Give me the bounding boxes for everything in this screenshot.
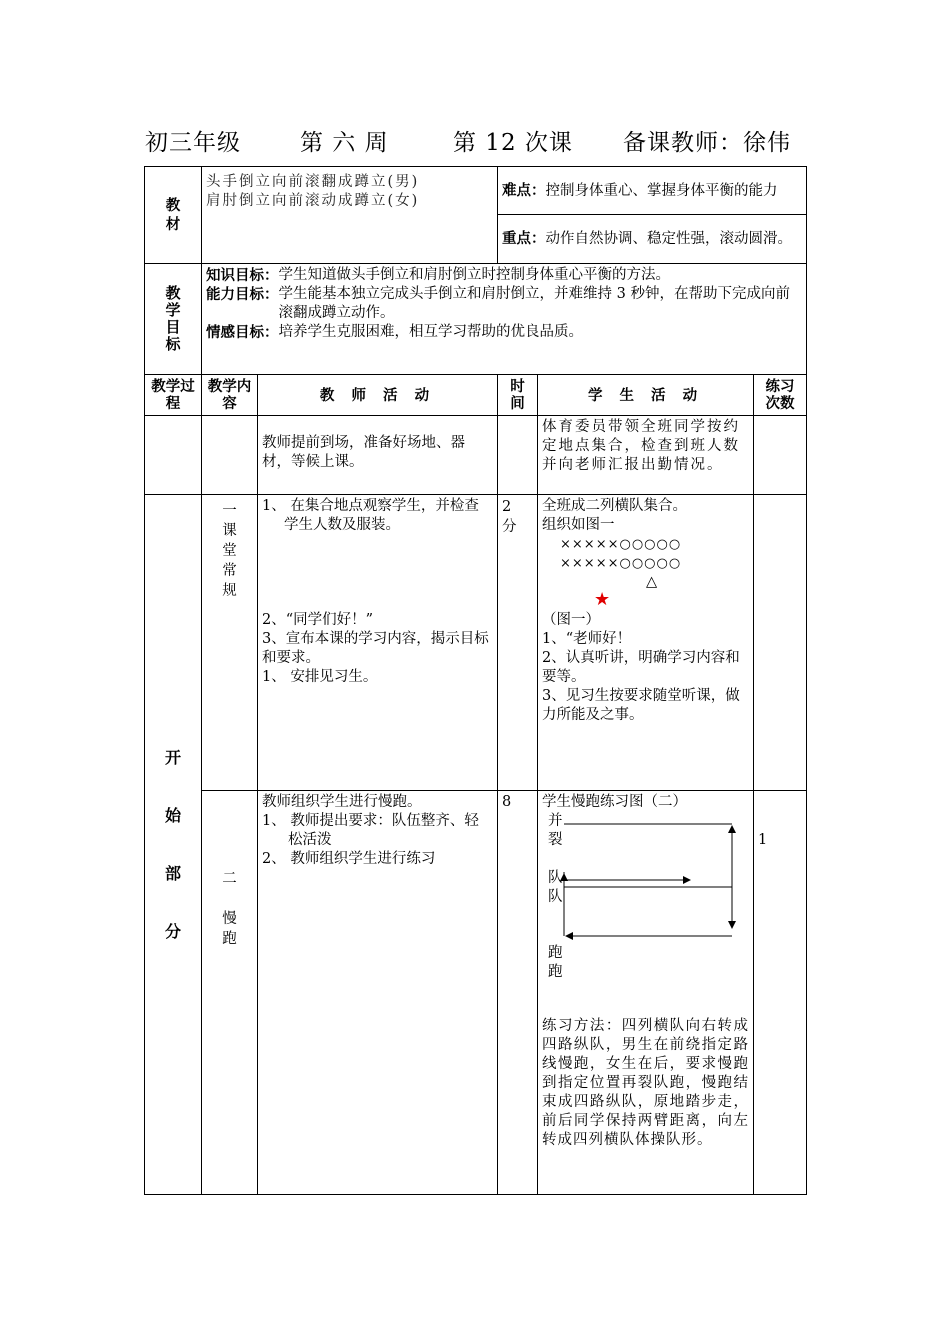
part2-teacher-3: 2、 教师组织学生进行练习 (262, 851, 436, 867)
ability-text: 学生能基本独立完成头手倒立和肩肘倒立，并难维持 3 秒钟，在帮助下完成向前滚翻成蹲立动作。 (278, 286, 790, 321)
col-reps (754, 375, 807, 416)
part1-time (498, 495, 538, 791)
lesson-header (145, 124, 825, 160)
goals-label: 教 学 目 标 (145, 264, 202, 375)
diag-label-1: 并 (548, 813, 563, 829)
diag-label-4: 队 (548, 889, 563, 905)
diag-label-2: 裂 (548, 832, 563, 848)
part1-time-text: 2分 (502, 499, 517, 535)
empty-cell (754, 416, 807, 495)
col-process (145, 375, 202, 416)
part1-teacher (258, 495, 498, 791)
part1-student (538, 495, 754, 791)
material-female: 肩肘倒立向前滚动成蹲立(女) (206, 193, 420, 209)
col-teacher-text: 教 师 活 动 (319, 386, 436, 404)
part1-teacher-3: 3、宣布本课的学习内容，揭示目标和要求。 (262, 631, 489, 666)
goals-content (202, 264, 807, 375)
part2-reps: 1 (754, 791, 807, 1195)
teacher-label: 备课教师：徐伟 (623, 130, 791, 156)
col-content-text: 教学内容 (207, 378, 252, 412)
emotion-label: 情感目标： (206, 324, 279, 341)
part1-teacher-2: 2、“同学们好！” (262, 612, 374, 628)
knowledge-text: 学生知道做头手倒立和肩肘倒立时控制身体重心平衡的方法。 (278, 267, 670, 283)
diag-label-5: 跑 (548, 945, 563, 961)
difficulty-label: 难点： (502, 181, 546, 199)
diag-label-6: 跑 (548, 964, 563, 980)
part2-teacher (258, 791, 498, 1195)
figure-1-label: （图一） (542, 612, 601, 628)
part2-time: 8 (498, 791, 538, 1195)
run-diagram (542, 812, 749, 1017)
col-time (498, 375, 538, 416)
part2-student-title: 学生慢跑练习图（二） (542, 794, 688, 810)
part1-student-2: 组织如图一 (542, 517, 615, 533)
lesson-table (144, 166, 807, 1195)
part2-teacher-1: 教师组织学生进行慢跑。 (262, 794, 422, 810)
col-student (538, 375, 754, 416)
empty-cell (498, 416, 538, 495)
key-cell (498, 215, 807, 264)
part1-content: 一 课 堂 常 规 (202, 495, 258, 791)
col-content (202, 375, 258, 416)
star-icon: ★ (594, 589, 611, 610)
difficulty-cell (498, 167, 807, 215)
col-reps-text: 练习次数 (765, 378, 795, 412)
run-route-svg (542, 812, 750, 1017)
key-label: 重点： (502, 230, 546, 247)
part1-student-5: 3、见习生按要求随堂听课，做力所能及之事。 (542, 688, 740, 723)
lesson-plan (144, 166, 806, 1195)
teacher-position-triangle: △ (646, 574, 658, 590)
knowledge-label: 知识目标： (206, 267, 279, 284)
ability-label: 能力目标： (206, 286, 279, 303)
pre-teacher: 教师提前到场，准备好场地、器材，等候上课。 (258, 416, 498, 495)
formation-row-2: ×××××○○○○○ (560, 556, 682, 571)
diag-label-3: 队 (548, 870, 563, 886)
material-male: 头手倒立向前滚翻成蹲立(男) (206, 174, 420, 190)
material-label: 教 材 (145, 167, 202, 264)
part2-content: 二 慢 跑 (202, 791, 258, 1195)
col-teacher (258, 375, 498, 416)
part2-teacher-2: 1、 教师提出要求：队伍整齐、轻松活泼 (262, 813, 479, 848)
section-start-label: 开 始 部 分 (145, 495, 202, 1195)
material-content (202, 167, 498, 264)
grade-label: 初三年级 (145, 130, 241, 156)
col-time-text: 时间 (510, 378, 525, 412)
part1-student-3: 1、“老师好！ (542, 631, 632, 647)
empty-cell (754, 495, 807, 791)
empty-cell (202, 416, 258, 495)
practice-method: 练习方法：四列横队向右转成四路纵队，男生在前绕指定路线慢跑，女生在后，要求慢跑到指定位置再裂队跑，慢跑结束成四路纵队，原地踏步走，前后同学保持两臂距离，向左转成四列横队体操队形。 (542, 1018, 750, 1148)
part1-teacher-1: 1、 在集合地点观察学生，并检查学生人数及服装。 (262, 498, 479, 533)
formation-row-1: ×××××○○○○○ (560, 537, 682, 552)
pre-student: 体育委员带领全班同学按约定地点集合，检查到班人数并向老师汇报出勤情况。 (538, 416, 754, 495)
week-label: 第 六 周 (300, 130, 389, 156)
part2-student (538, 791, 754, 1195)
emotion-text: 培养学生克服困难，相互学习帮助的优良品质。 (278, 324, 583, 340)
difficulty-text: 控制身体重心、掌握身体平衡的能力 (545, 182, 778, 199)
col-process-text: 教学过程 (151, 378, 195, 412)
col-student-text: 学 生 活 动 (587, 386, 704, 404)
lesson-label: 第 12 次课 (453, 130, 573, 156)
part1-student-4: 2、认真听讲，明确学习内容和要等。 (542, 650, 740, 685)
empty-cell (145, 416, 202, 495)
key-text: 动作自然协调、稳定性强，滚动圆滑。 (545, 231, 793, 247)
part1-teacher-4: 1、 安排见习生。 (262, 669, 378, 685)
part1-student-1: 全班成二列横队集合。 (542, 498, 688, 514)
